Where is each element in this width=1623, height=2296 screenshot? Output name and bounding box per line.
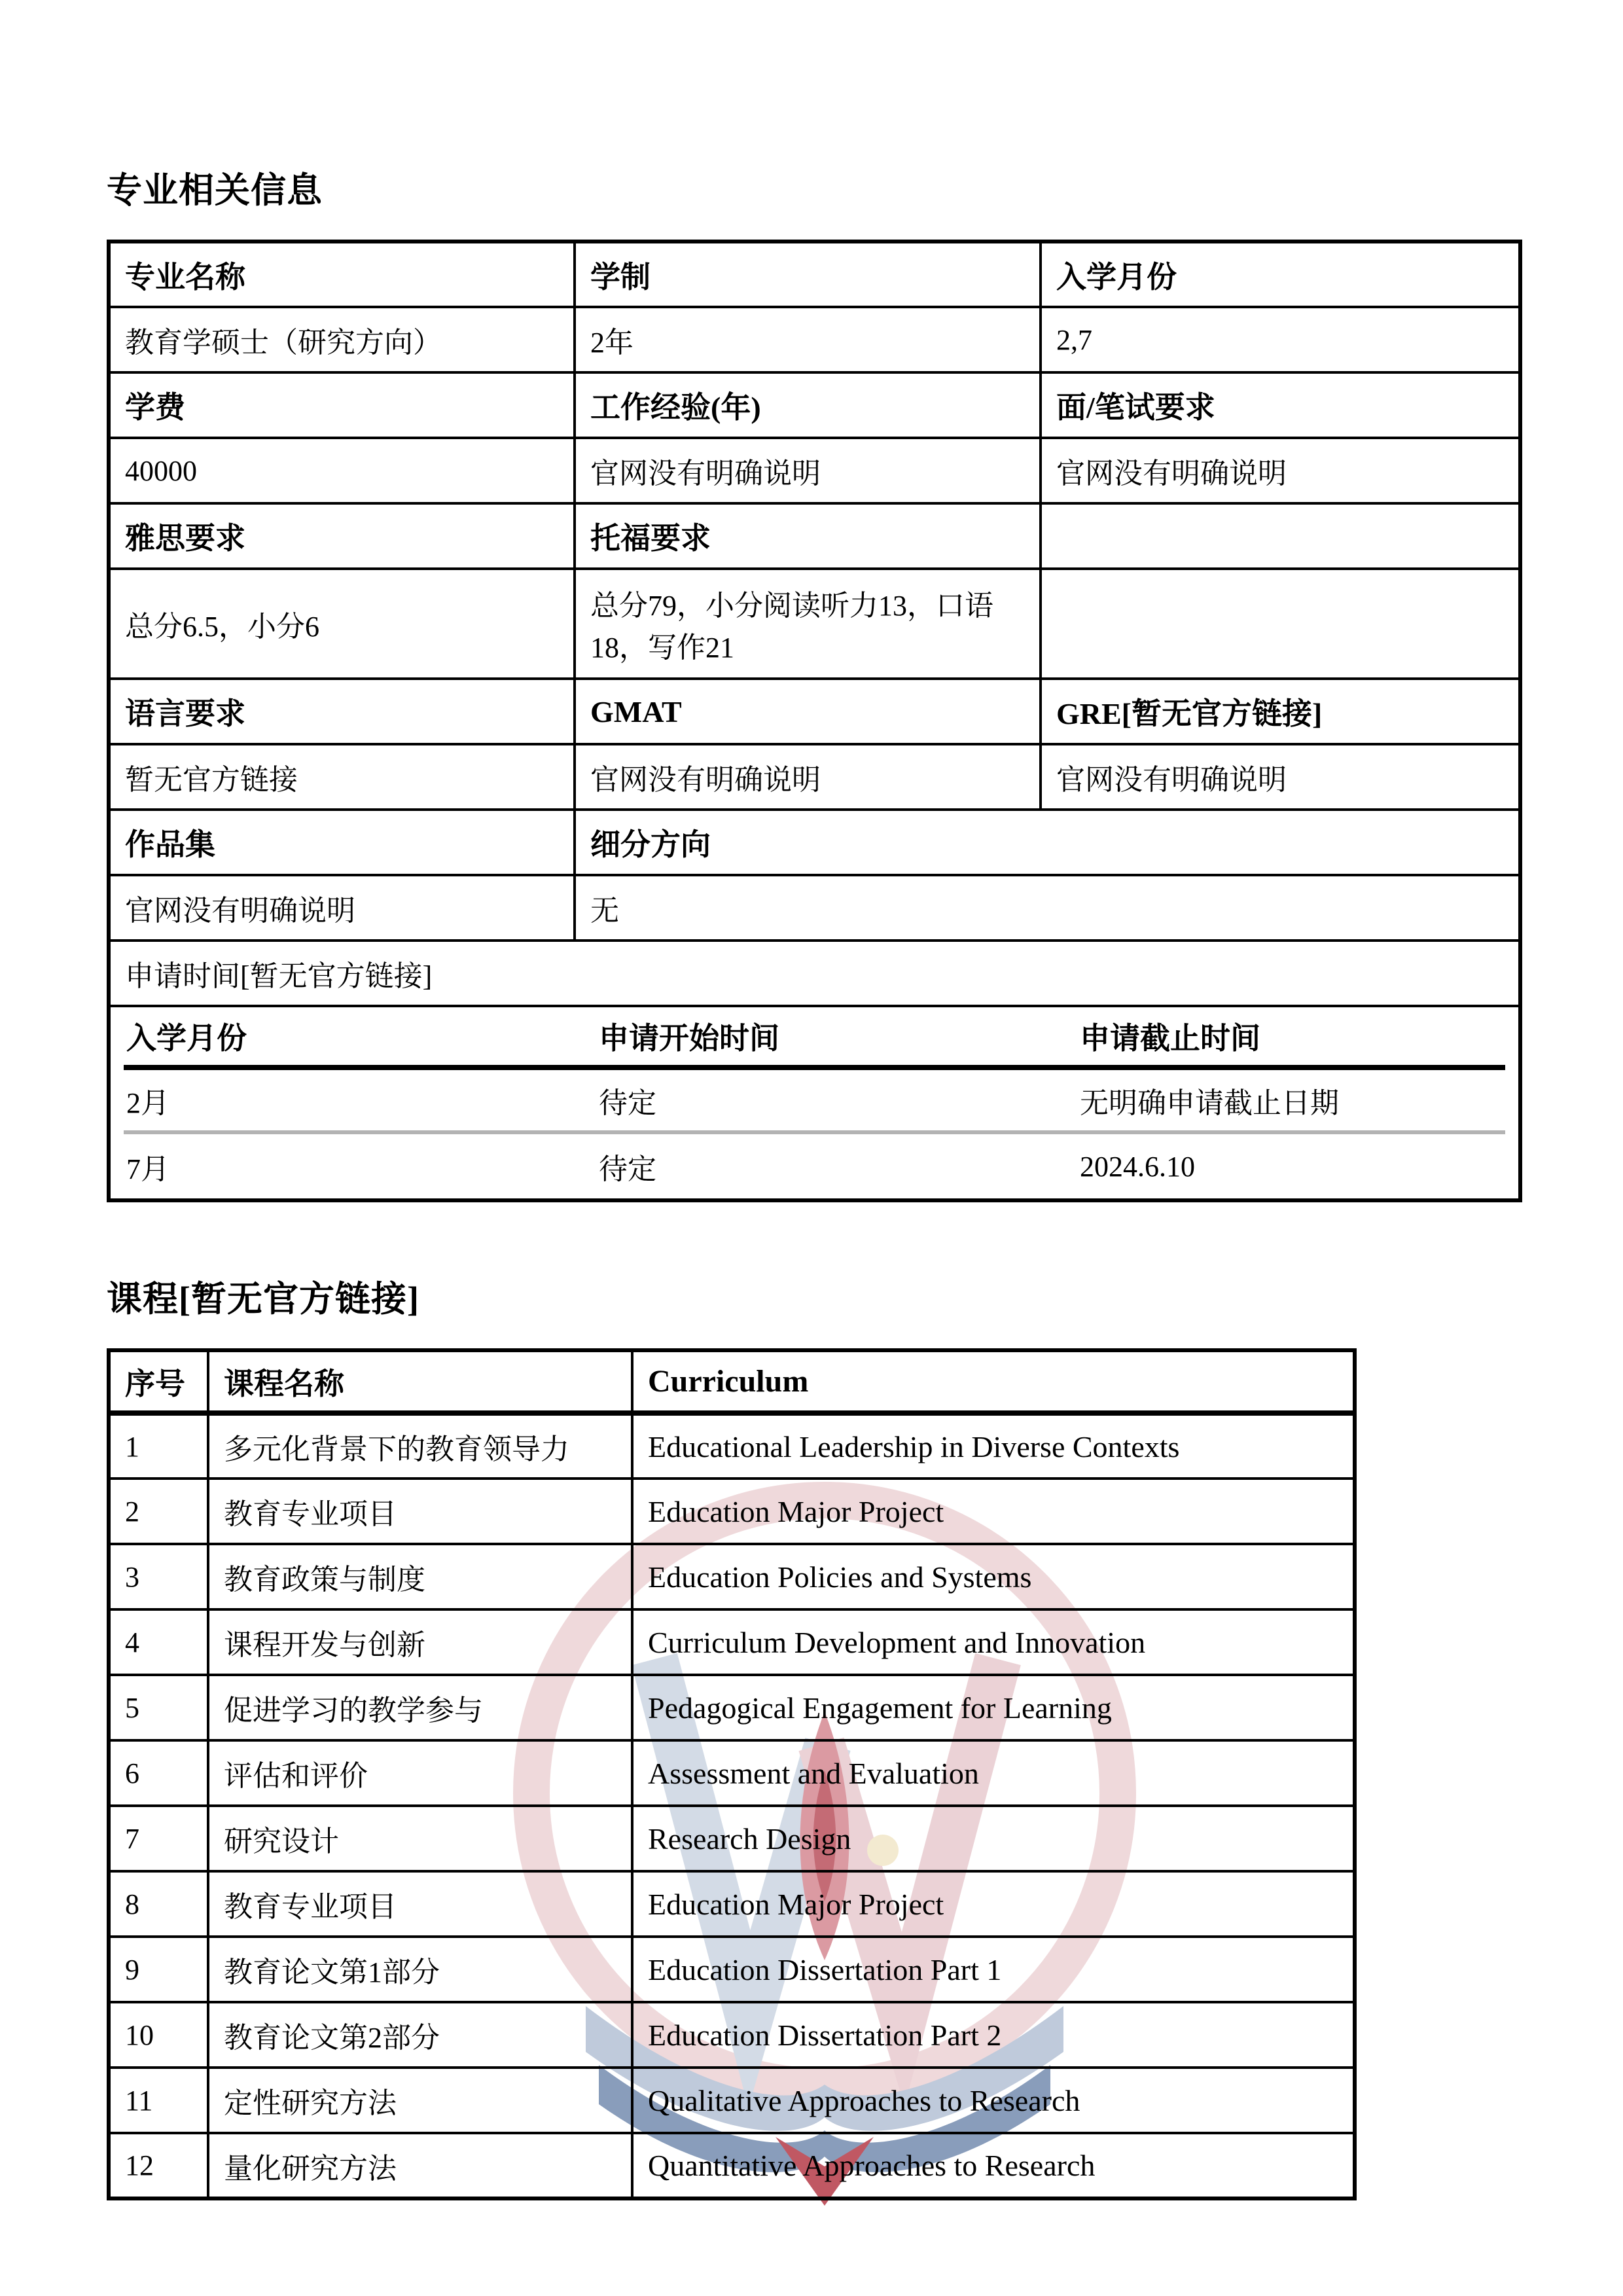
info-value-cell: 官网没有明确说明 bbox=[575, 744, 1041, 810]
schedule-header-cell: 入学月份 bbox=[126, 1022, 247, 1055]
info-value-cell: 官网没有明确说明 bbox=[1041, 744, 1520, 810]
course-en-cell: Education Dissertation Part 2 bbox=[632, 2002, 1355, 2068]
program-info-table bbox=[107, 240, 1522, 1202]
course-cn-cell: 教育论文第2部分 bbox=[208, 2002, 632, 2068]
course-row bbox=[109, 1413, 1355, 1479]
course-no-cell: 3 bbox=[109, 1544, 208, 1609]
info-header-cell: 细分方向 bbox=[575, 810, 1520, 875]
course-row bbox=[109, 1479, 1355, 1544]
schedule-cell: 无明确申请截止日期 bbox=[1080, 1087, 1339, 1119]
course-no-cell: 6 bbox=[109, 1740, 208, 1806]
schedule-row bbox=[124, 1134, 1505, 1198]
table-row bbox=[109, 372, 1520, 438]
table-row bbox=[109, 1006, 1520, 1200]
course-en-cell: Education Dissertation Part 1 bbox=[632, 1937, 1355, 2002]
course-en-cell: Curriculum Development and Innovation bbox=[632, 1609, 1355, 1675]
course-row bbox=[109, 1740, 1355, 1806]
course-no-cell: 10 bbox=[109, 2002, 208, 2068]
course-row bbox=[109, 1675, 1355, 1740]
course-en-cell: Pedagogical Engagement for Learning bbox=[632, 1675, 1355, 1740]
info-header-cell: 托福要求 bbox=[575, 503, 1041, 569]
course-row bbox=[109, 1544, 1355, 1609]
course-cn-cell: 多元化背景下的教育领导力 bbox=[208, 1413, 632, 1479]
info-value-cell: 40000 bbox=[109, 438, 575, 503]
course-en-cell: Education Major Project bbox=[632, 1871, 1355, 1937]
table-row bbox=[109, 242, 1520, 307]
table-row bbox=[109, 744, 1520, 810]
schedule-row bbox=[124, 1070, 1505, 1134]
table-row bbox=[109, 569, 1520, 679]
info-header-cell: 语言要求 bbox=[109, 679, 575, 744]
course-name-header-cell: 课程名称 bbox=[208, 1350, 632, 1413]
course-cn-cell: 教育论文第1部分 bbox=[208, 1937, 632, 2002]
course-row bbox=[109, 2133, 1355, 2198]
schedule-header-cell: 申请截止时间 bbox=[1080, 1022, 1260, 1055]
course-no-cell: 2 bbox=[109, 1479, 208, 1544]
table-row bbox=[109, 503, 1520, 569]
table-row bbox=[109, 941, 1520, 1006]
course-cn-cell: 教育专业项目 bbox=[208, 1871, 632, 1937]
info-value-cell: 教育学硕士（研究方向） bbox=[109, 307, 575, 372]
schedule-cell: 待定 bbox=[599, 1153, 656, 1185]
schedule-cell: 2月 bbox=[126, 1087, 169, 1119]
info-header-cell: 专业名称 bbox=[109, 242, 575, 307]
course-header-row bbox=[109, 1350, 1355, 1413]
course-cn-cell: 教育政策与制度 bbox=[208, 1544, 632, 1609]
schedule-cell: 待定 bbox=[599, 1087, 656, 1119]
course-no-cell: 12 bbox=[109, 2133, 208, 2198]
table-row bbox=[109, 307, 1520, 372]
course-en-cell: Education Major Project bbox=[632, 1479, 1355, 1544]
info-header-cell: 雅思要求 bbox=[109, 503, 575, 569]
curriculum-header-cell: Curriculum bbox=[632, 1350, 1355, 1413]
schedule-cell: 2024.6.10 bbox=[1080, 1150, 1195, 1183]
course-cn-cell: 量化研究方法 bbox=[208, 2133, 632, 2198]
course-no-cell: 11 bbox=[109, 2068, 208, 2133]
course-no-cell: 8 bbox=[109, 1871, 208, 1937]
info-value-cell: 暂无官方链接 bbox=[109, 744, 575, 810]
info-value-cell: 官网没有明确说明 bbox=[1041, 438, 1520, 503]
info-header-cell: 入学月份 bbox=[1041, 242, 1520, 307]
course-cn-cell: 研究设计 bbox=[208, 1806, 632, 1871]
course-no-cell: 1 bbox=[109, 1413, 208, 1479]
table-row bbox=[109, 875, 1520, 941]
course-row bbox=[109, 1871, 1355, 1937]
course-en-cell: Educational Leadership in Diverse Contexts bbox=[632, 1413, 1355, 1479]
curriculum-title: 课程[暂无官方链接] bbox=[107, 1280, 419, 1319]
program-info-title: 专业相关信息 bbox=[107, 171, 323, 210]
course-cn-cell: 定性研究方法 bbox=[208, 2068, 632, 2133]
course-no-header-cell: 序号 bbox=[109, 1350, 208, 1413]
course-row bbox=[109, 1937, 1355, 2002]
info-value-cell bbox=[1041, 569, 1520, 679]
course-row bbox=[109, 1609, 1355, 1675]
info-value-cell: 总分6.5，小分6 bbox=[109, 569, 575, 679]
course-cn-cell: 促进学习的教学参与 bbox=[208, 1675, 632, 1740]
course-no-cell: 9 bbox=[109, 1937, 208, 2002]
course-en-cell: Qualitative Approaches to Research bbox=[632, 2068, 1355, 2133]
info-header-cell: 学费 bbox=[109, 372, 575, 438]
course-no-cell: 4 bbox=[109, 1609, 208, 1675]
info-header-cell: 工作经验(年) bbox=[575, 372, 1041, 438]
schedule-header-cell: 申请开始时间 bbox=[599, 1022, 779, 1055]
course-en-cell: Research Design bbox=[632, 1806, 1355, 1871]
course-row bbox=[109, 2068, 1355, 2133]
course-table bbox=[107, 1348, 1357, 2200]
course-en-cell: Education Policies and Systems bbox=[632, 1544, 1355, 1609]
info-value-cell: 官网没有明确说明 bbox=[109, 875, 575, 941]
course-row bbox=[109, 2002, 1355, 2068]
table-row bbox=[109, 438, 1520, 503]
course-row bbox=[109, 1806, 1355, 1871]
course-no-cell: 7 bbox=[109, 1806, 208, 1871]
info-value-cell: 2年 bbox=[575, 307, 1041, 372]
info-value-cell: 官网没有明确说明 bbox=[575, 438, 1041, 503]
course-cn-cell: 评估和评价 bbox=[208, 1740, 632, 1806]
course-cn-cell: 教育专业项目 bbox=[208, 1479, 632, 1544]
schedule-header-row bbox=[124, 1007, 1505, 1070]
schedule-subtable bbox=[109, 1006, 1520, 1200]
table-row bbox=[109, 810, 1520, 875]
info-header-cell: 学制 bbox=[575, 242, 1041, 307]
application-time-cell: 申请时间[暂无官方链接] bbox=[109, 941, 1520, 1006]
info-header-cell: GRE[暂无官方链接] bbox=[1041, 679, 1520, 744]
info-value-cell: 2,7 bbox=[1041, 307, 1520, 372]
course-no-cell: 5 bbox=[109, 1675, 208, 1740]
schedule-cell: 7月 bbox=[126, 1153, 169, 1185]
info-header-cell bbox=[1041, 503, 1520, 569]
course-en-cell: Quantitative Approaches to Research bbox=[632, 2133, 1355, 2198]
info-header-cell: 作品集 bbox=[109, 810, 575, 875]
course-en-cell: Assessment and Evaluation bbox=[632, 1740, 1355, 1806]
info-value-cell: 总分79，小分阅读听力13，口语18，写作21 bbox=[575, 569, 1041, 679]
info-header-cell: 面/笔试要求 bbox=[1041, 372, 1520, 438]
table-row bbox=[109, 679, 1520, 744]
info-header-cell: GMAT bbox=[575, 679, 1041, 744]
info-value-cell: 无 bbox=[575, 875, 1520, 941]
course-cn-cell: 课程开发与创新 bbox=[208, 1609, 632, 1675]
